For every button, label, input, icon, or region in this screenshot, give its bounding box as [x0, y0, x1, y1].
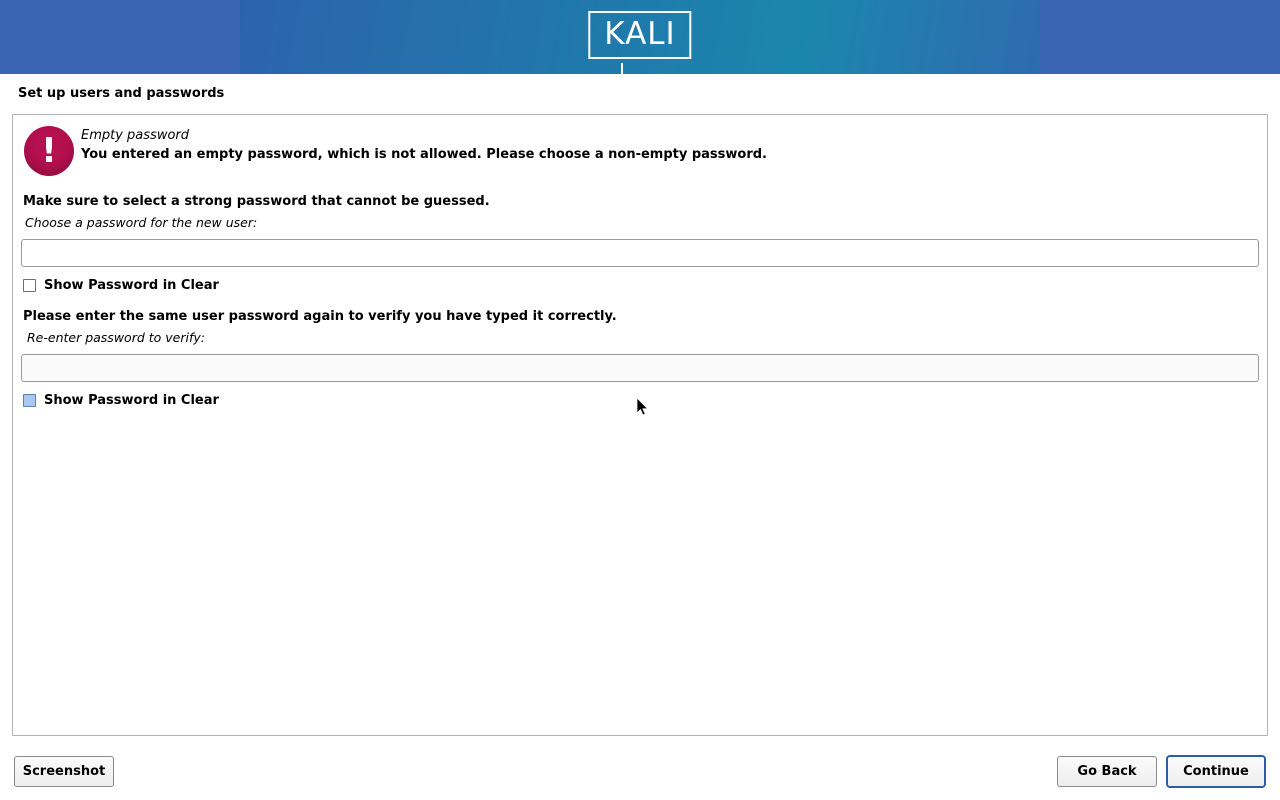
error-title: Empty password [81, 128, 189, 143]
password-field-label: Choose a password for the new user: [25, 215, 258, 230]
password-input[interactable] [22, 240, 1258, 266]
error-alert [13, 115, 1267, 177]
kali-logo: KALI [588, 11, 691, 59]
show-password-row-2[interactable] [23, 391, 219, 409]
page-title: Set up users and passwords [18, 86, 225, 101]
password-strength-hint: Make sure to select a strong password that cannot be guessed. [23, 194, 490, 209]
error-exclamation-glyph: ! [41, 131, 57, 171]
kali-logo-tick [621, 63, 623, 74]
screenshot-button[interactable]: Screenshot [14, 756, 114, 787]
verify-input-wrapper[interactable] [21, 354, 1259, 382]
verify-password-hint: Please enter the same user password again to verify you have typed it correctly. [23, 309, 617, 324]
continue-button[interactable]: Continue [1166, 755, 1266, 788]
banner-left-fill [0, 0, 240, 74]
kali-banner [0, 0, 1280, 74]
show-password-row-1[interactable] [23, 276, 219, 294]
installer-content-frame [12, 114, 1268, 736]
verify-field-label: Re-enter password to verify: [27, 330, 205, 345]
verify-password-input[interactable] [22, 355, 1258, 381]
show-password-checkbox-1[interactable] [23, 279, 36, 292]
show-password-label-1[interactable]: Show Password in Clear [44, 277, 219, 293]
show-password-checkbox-2[interactable] [23, 394, 36, 407]
banner-right-fill [1040, 0, 1280, 74]
error-exclamation-icon [24, 126, 74, 176]
password-input-wrapper[interactable] [21, 239, 1259, 267]
go-back-button[interactable]: Go Back [1057, 756, 1157, 787]
error-message: You entered an empty password, which is not allowed. Please choose a non-empty password. [81, 147, 767, 162]
show-password-label-2[interactable]: Show Password in Clear [44, 392, 219, 408]
